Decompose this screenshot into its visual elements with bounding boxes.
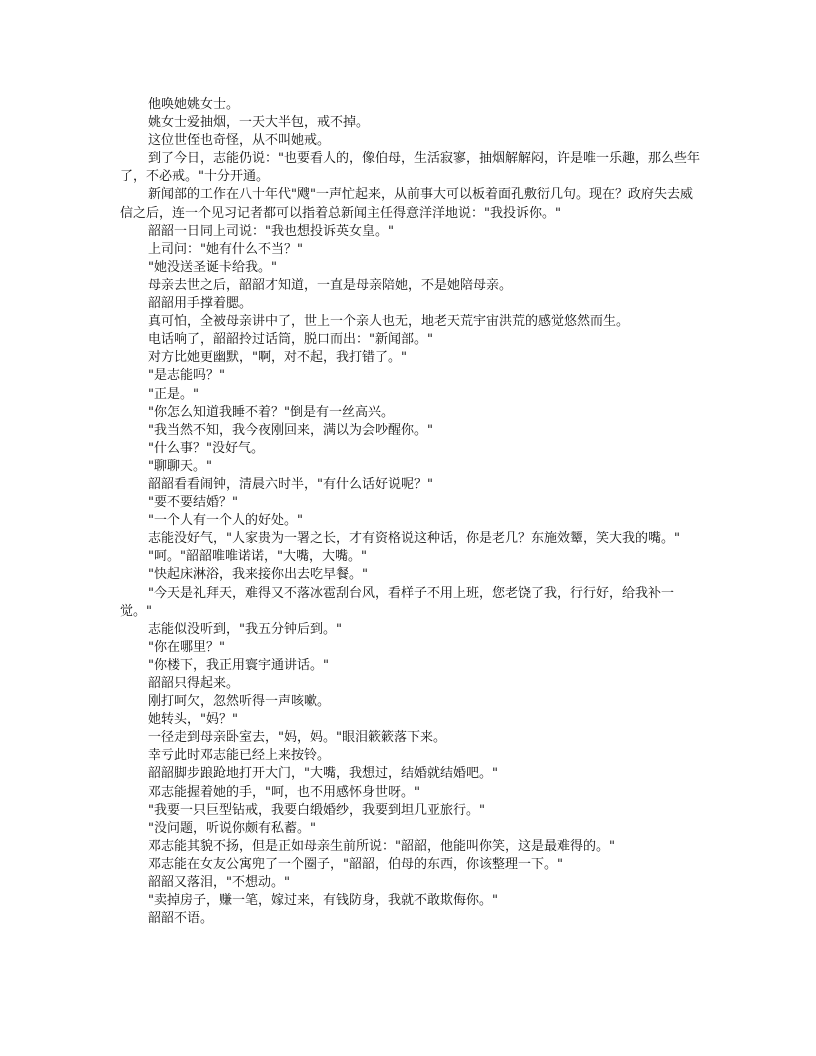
- paragraph: 上司问："她有什么不当？": [148, 241, 303, 257]
- paragraph: 韶韶脚步踉跄地打开大门，"大嘴，我想过，结婚就结婚吧。": [148, 766, 498, 782]
- paragraph: 幸亏此时邓志能已经上来按铃。: [148, 748, 331, 764]
- paragraph: 真可怕，全被母亲讲中了，世上一个亲人也无，地老天荒宇宙洪荒的感觉悠然而生。: [148, 314, 630, 330]
- paragraph: "卖掉房子，赚一笔，嫁过来，有钱防身，我就不敢欺侮你。": [148, 893, 498, 909]
- paragraph: "是志能吗？": [148, 368, 225, 384]
- paragraph: 韶韶又落泪，"不想动。": [148, 875, 290, 891]
- paragraph: 他唤她姚女士。: [148, 97, 240, 112]
- paragraph: "没问题，听说你颇有私蓄。": [148, 820, 316, 836]
- paragraph: "什么事？"没好气。: [148, 440, 264, 456]
- paragraph: "她没送圣诞卡给我。": [148, 259, 277, 275]
- paragraph: 韶韶不语。: [148, 911, 214, 927]
- paragraph: "一个人有一个人的好处。": [148, 513, 303, 529]
- paragraph: 一径走到母亲卧室去，"妈，妈。"眼泪簌簌落下来。: [148, 730, 446, 746]
- paragraph: "我当然不知，我今夜刚回来，满以为会吵醒你。": [148, 422, 433, 438]
- paragraph: 志能似没听到，"我五分钟后到。": [148, 621, 342, 637]
- paragraph: "今天是礼拜天，难得又不落冰雹刮台风，看样子不用上班，您老饶了我，行行好，给我补一觉。": [120, 585, 674, 619]
- paragraph: 她转头，"妈？": [148, 712, 238, 728]
- paragraph: 韶韶只得起来。: [148, 676, 240, 691]
- paragraph: "你在哪里？": [148, 639, 225, 655]
- paragraph: 刚打呵欠，忽然听得一声咳嗽。: [148, 694, 331, 710]
- paragraph: 母亲去世之后，韶韶才知道，一直是母亲陪她，不是她陪母亲。: [148, 277, 513, 293]
- paragraph: 姚女士爱抽烟，一天大半包，戒不掉。: [148, 115, 370, 131]
- paragraph: 韶韶用手撑着腮。: [148, 296, 253, 312]
- paragraph: "我要一只巨型钻戒，我要白缎婚纱，我要到坦几亚旅行。": [148, 802, 485, 818]
- paragraph: "快起床淋浴，我来接你出去吃早餐。": [148, 567, 368, 583]
- paragraph: "聊聊天。": [148, 458, 212, 474]
- paragraph: 新闻部的工作在八十年代"飕"一声忙起来，从前事大可以板着面孔敷衍几句。现在？政府失去威信之后，连一个见习记者都可以指着总新闻主任得意洋洋地说："我投诉你。": [120, 187, 693, 221]
- paragraph: 邓志能其貌不扬，但是正如母亲生前所说："韶韶，他能叫你笑，这是最难得的。": [148, 838, 615, 854]
- paragraph: 邓志能握着她的手，"呵，也不用感怀身世呀。": [148, 784, 420, 800]
- paragraph: "你怎么知道我睡不着？"倒是有一丝高兴。: [148, 404, 394, 420]
- paragraph: 对方比她更幽默，"啊，对不起，我打错了。": [148, 350, 407, 366]
- paragraph: 到了今日，志能仍说："也要看人的，像伯母，生活寂寥，抽烟解解闷，许是唯一乐趣，那么些年了，不必戒。"十分开通。: [120, 151, 700, 185]
- paragraph: 邓志能在女友公寓兜了一个圈子，"韶韶，伯母的东西，你该整理一下。": [148, 856, 563, 872]
- paragraph: 电话响了，韶韶拎过话筒，脱口而出："新闻部。": [148, 332, 433, 348]
- paragraph: "要不要结婚？": [148, 495, 238, 511]
- paragraph: 韶韶看看闹钟，清晨六时半，"有什么话好说呢？": [148, 476, 433, 492]
- document-page: [120, 96, 700, 928]
- paragraph: 这位世侄也奇怪，从不叫她戒。: [148, 133, 331, 149]
- paragraph: "呵。"韶韶唯唯诺诺，"大嘴，大嘴。": [148, 549, 367, 565]
- paragraph: "正是。": [148, 386, 199, 402]
- paragraph: 韶韶一日同上司说："我也想投诉英女皇。": [148, 223, 394, 239]
- paragraph: "你楼下，我正用寰宇通讲话。": [148, 657, 329, 673]
- paragraph: 志能没好气，"人家贵为一署之长，才有资格说这种话，你是老几？东施效颦，笑大我的嘴。": [148, 531, 680, 547]
